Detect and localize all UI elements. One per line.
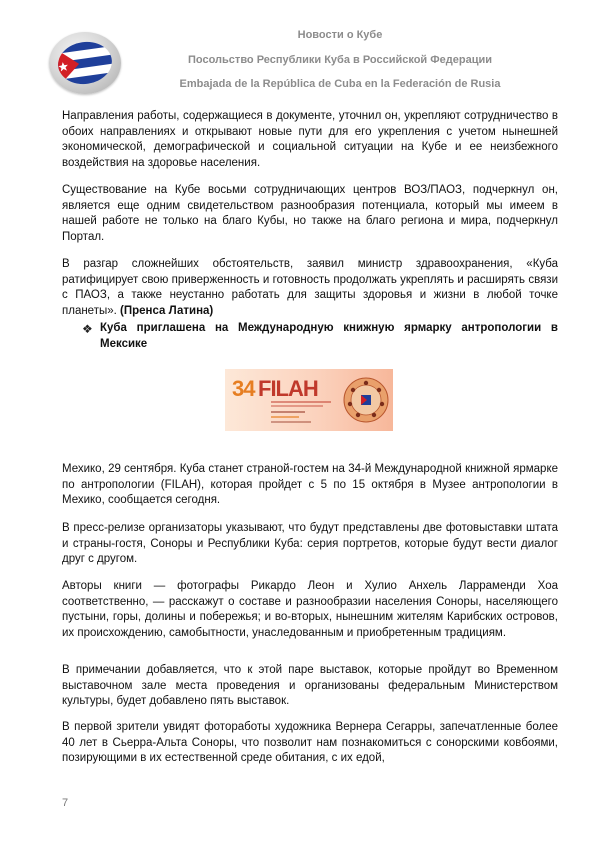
cuba-flag-icon [49,32,121,94]
page-header [0,0,600,100]
page-number: 7 [62,797,69,809]
paragraph-text: В разгар сложнейших обстоятельств, заявил министр здравоохранения, «Куба ратифицирует свою приверженность и готовность продолжать укреплять и расширять связи с ПАОЗ, а также неустанно работать для защиты здоровья и жизни в любой точке планеты». [62,258,558,317]
paragraph: Направления работы, содержащиеся в документе, уточнил он, укрепляют сотрудничество в обоих направлениях и открывают новые пути для его укрепления с учетом нынешней экономической, демографической и социальной ситуации на Кубе и ее неизбежного воздействия на здоровье населения. [62,110,558,169]
paragraph: Мехико, 29 сентября. Куба станет страной-гостем на 34-й Международной книжной ярмарке по антропологии (FILAH), которая пройдет с 5 по 15 октября в Музее антропологии в Мехико, сообщается сегодня. [62,463,558,506]
paragraph: Авторы книги — фотографы Рикардо Леон и Хулио Анхель Ларраменди Хоа соответственно, — расскажут о составе и разнообразии населения Соноры, населяющего пустыни, горы, долины и побережья; и во-вторых, нынешним жителям Карибских островов, их происхождению, самобытности, унаследованным и приобретенным традициям. [62,580,558,639]
filah-poster-image [225,369,393,431]
source-tag: (Пренса Латина) [120,304,214,317]
embassy-name-ru: Посольство Республики Куба в Российской Федерации [188,54,492,66]
embassy-name-es: Embajada de la República de Cuba en la Federación de Rusia [179,78,501,90]
article-headline: Куба приглашена на Международную книжную ярмарку антропологии в Мексике [100,322,558,350]
paragraph [62,257,558,319]
paragraph: В пресс-релизе организаторы указывают, что будут представлены две фотовыставки штата и страны-гостя, Соноры и Республики Куба: серия портретов, которые будут вести диалог друг с другом. [62,522,558,565]
diamond-bullet-icon: ❖ [82,322,93,336]
site-title: Новости о Кубе [297,29,383,41]
paragraph: В первой зрители увидят фотоработы художника Вернера Сегарры, запечатленные более 40 лет в Сьерра-Альта Соноры, что позволит нам познакомиться с сонорскими ковбоями, позирующими в их естественной среде обитания, с их едой, [62,721,558,764]
poster-title: FILAH [258,376,318,401]
medallion-icon [343,373,389,427]
paragraph: В примечании добавляется, что к этой паре выставок, которые пройдут во Временном выставочном зале места проведения и организованы федеральным Министерством культуры, будет добавлено пять выставок. [62,664,558,707]
poster-number: 34 [232,376,255,401]
paragraph: Существование на Кубе восьми сотрудничающих центров ВОЗ/ПАОЗ, подчеркнул он, является еще одним свидетельством разнообразия потенциала, который мы имеем в нашей работе не только на благо Кубы, но также на благо региона и мира, подчеркнул Портал. [62,184,558,243]
